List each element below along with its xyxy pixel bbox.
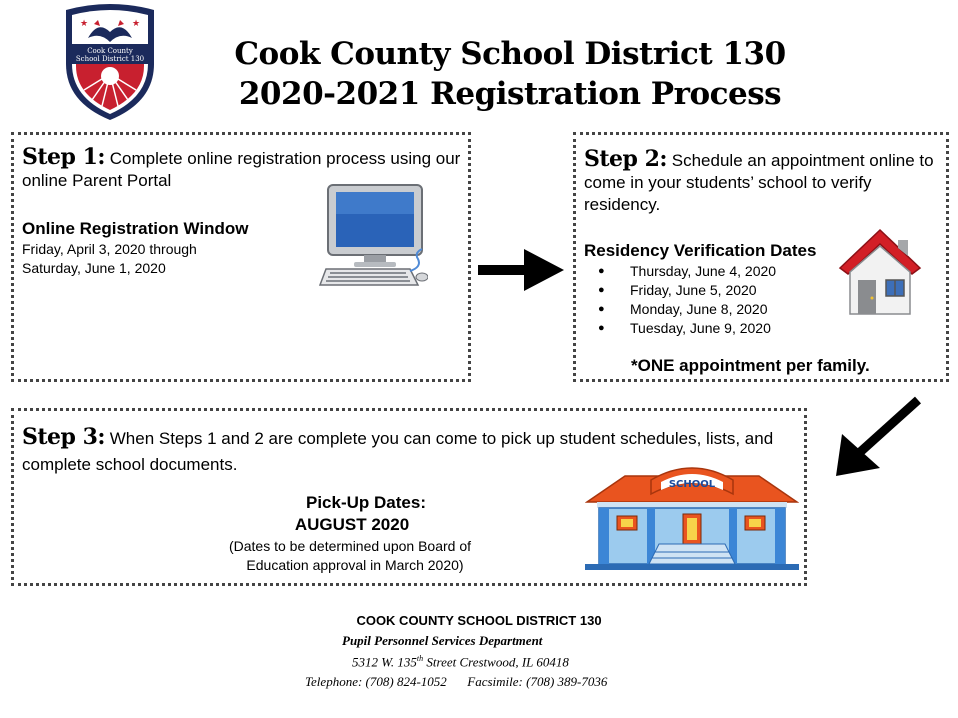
footer-telephone: Telephone: (708) 824-1052 xyxy=(305,674,447,689)
step1-label: Step 1: xyxy=(22,144,106,170)
step3-description: When Steps 1 and 2 are complete you can come to pick up student schedules, lists, and complete school documents. xyxy=(22,429,774,474)
step2-label: Step 2: xyxy=(584,146,668,172)
residency-dates-list xyxy=(584,262,844,338)
svg-text:★: ★ xyxy=(132,19,141,29)
registration-window-start: Friday, April 3, 2020 through xyxy=(22,241,197,257)
appointment-note: *ONE appointment per family. xyxy=(631,356,870,375)
step3-label: Step 3: xyxy=(22,424,106,450)
step2-text xyxy=(584,148,942,216)
footer-address-sup: th xyxy=(416,654,424,663)
registration-window-end: Saturday, June 1, 2020 xyxy=(22,260,166,276)
footer-department: Pupil Personnel Services Department xyxy=(342,633,543,648)
step1-description: Complete online registration process using our online Parent Portal xyxy=(22,149,461,190)
list-item: ● Friday, June 5, 2020 xyxy=(584,281,844,300)
arrow-down-left-icon xyxy=(830,396,922,482)
arrow-right-icon xyxy=(478,246,566,294)
footer-contact xyxy=(305,674,607,690)
computer-icon xyxy=(318,183,428,291)
pickup-note-line2: Education approval in March 2020) xyxy=(246,557,464,573)
title-line2: 2020-2021 Registration Process xyxy=(238,76,782,112)
footer-address-pre: 5312 W. 135 xyxy=(352,654,417,670)
title-line1: Cook County School District 130 xyxy=(234,36,786,72)
pickup-month: AUGUST 2020 xyxy=(294,515,410,534)
footer-address-post: Street Crestwood, IL 60418 xyxy=(423,654,569,670)
list-item: ● Tuesday, June 9, 2020 xyxy=(584,319,844,338)
pickup-note-line1: (Dates to be determined upon Board of xyxy=(228,538,472,554)
footer-district: COOK COUNTY SCHOOL DISTRICT 130 xyxy=(356,613,602,628)
footer-facsimile: Facsimile: (708) 389-7036 xyxy=(467,674,608,689)
pickup-heading: Pick-Up Dates: xyxy=(306,493,426,512)
registration-window-heading: Online Registration Window xyxy=(22,219,249,238)
school-icon xyxy=(585,458,799,572)
list-item: ● Monday, June 8, 2020 xyxy=(584,300,844,319)
step2-description: Schedule an appointment online to come in your students’ school to verify residency. xyxy=(584,151,934,214)
list-item: ● Thursday, June 4, 2020 xyxy=(584,262,844,281)
residency-dates-heading: Residency Verification Dates xyxy=(584,241,817,260)
logo-text-line1: Cook County xyxy=(87,47,133,55)
svg-text:★: ★ xyxy=(80,19,89,29)
school-sign-text: SCHOOL xyxy=(668,479,716,490)
house-icon xyxy=(832,222,928,318)
district-logo xyxy=(58,2,162,122)
logo-text-line2: School District 130 xyxy=(75,55,145,63)
footer-address xyxy=(352,654,569,670)
